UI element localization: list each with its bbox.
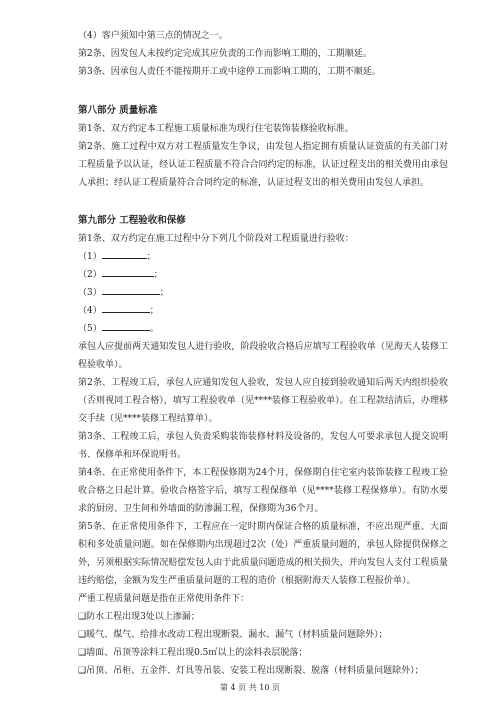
- stage-item-5: （5） 。: [78, 320, 448, 338]
- section-8-heading: 第八部分 质量标准: [78, 105, 158, 116]
- severe-issue-item: ❑防水工程出现3处以上渗漏；: [78, 612, 200, 622]
- page-number: 第 4 页 共 10 页: [220, 683, 280, 692]
- stage-item-3: （3） ；: [78, 284, 448, 302]
- intro-line-1: （4）客户须知中第三点的情况之一。: [78, 31, 228, 41]
- severe-issue-intro: 严重工程质量问题是指在正常使用条件下：: [78, 594, 250, 604]
- section-8-clause-2: 第2条、施工过程中双方对工程质量发生争议，由发包人指定拥有质量认证资质的有关部门对工程质量予以认证，经认证工程质量不符合合同约定的标准，认证过程支出的相关费用由承包人承担；经认证工程质量符合合同约定的标准，认证过程支出的相关费用由发包人承担。: [78, 142, 448, 188]
- intro-line-3: 第3条、因承包人责任不能按期开工或中途停工而影响工期的，工期不顺延。: [78, 67, 381, 77]
- section-9-clause-5: 第5条、在正常使用条件下，工程应在一定时期内保证合格的质量标准，不应出现严重、大面积和多处质量问题。如在保修期内出现超过2次（处）严重质量问题的，承包人除提供保修之外，另须根据实际情况赔偿发包人由于此质量问题造成的相关损失，并向发包人支付工程质量违约赔偿，金额为发生严重质量问题的工程的造价（根据附海天人装修工程报价单）。: [78, 522, 448, 586]
- stage-blank-3: [102, 285, 160, 295]
- severe-issue-item: ❑墙面、吊顶等涂料工程出现0.5㎡以上的涂料表层脱落；: [78, 648, 308, 658]
- stage-blank-2: [102, 267, 154, 277]
- section-9-clause-4: 第4条、在正常使用条件下，本工程保修期为24个月，保修期自住宅室内装饰装修工程竣工验收合格之日起计算。验收合格签字后，填写工程保修单（见****装修工程保修单）。有防水要求的厨房、卫生间和外墙面的防渗漏工程，保修期为36个月。: [78, 468, 448, 514]
- stage-blank-1: [102, 249, 147, 259]
- stage-blank-4: [102, 303, 150, 313]
- intro-line-2: 第2条、因发包人未按约定完成其应负责的工作而影响工期的，工期顺延。: [78, 49, 372, 59]
- stage-blank-5: [102, 321, 150, 331]
- severe-issue-item: ❑吊顶、吊柜、五金件、灯具等吊装、安装工程出现断裂、脱落（材料质量问题除外）；: [78, 666, 424, 676]
- section-9-notice: 承包人应提前两天通知发包人进行验收，阶段验收合格后应填写工程验收单（见海天人装修工程验收单）。: [78, 342, 448, 370]
- section-9-clause-3: 第3条、工程竣工后，承包人负责采购装饰装修材料及设备的，发包人可要求承包人提交说明书、保修单和环保说明书。: [78, 432, 448, 460]
- severe-issue-item: ❑暖气、煤气、给排水改动工程出现断裂、漏水、漏气（材料质量问题除外）；: [78, 630, 388, 640]
- stage-item-4: （4） ；: [78, 302, 448, 320]
- stage-item-1: （1） ；: [78, 248, 448, 266]
- section-9-clause-1: 第1条、双方约定在施工过程中分下列几个阶段对工程质量进行验收：: [78, 234, 354, 244]
- section-8-clause-1: 第1条、双方约定本工程施工质量标准为现行住宅装饰装修验收标准。: [78, 124, 354, 134]
- stage-item-2: （2） ；: [78, 266, 448, 284]
- document-body: [78, 0, 448, 680]
- section-9-heading: 第九部分 工程验收和保修: [78, 215, 186, 226]
- section-9-clause-2: 第2条、工程竣工后，承包人应通知发包人验收，发包人应自接到验收通知后两天内组织验收（否则视同工程合格），填写工程验收单（见****装修工程验收单）。在工程款结清后，办理移交手续（见****装修工程结算单）。: [78, 378, 448, 424]
